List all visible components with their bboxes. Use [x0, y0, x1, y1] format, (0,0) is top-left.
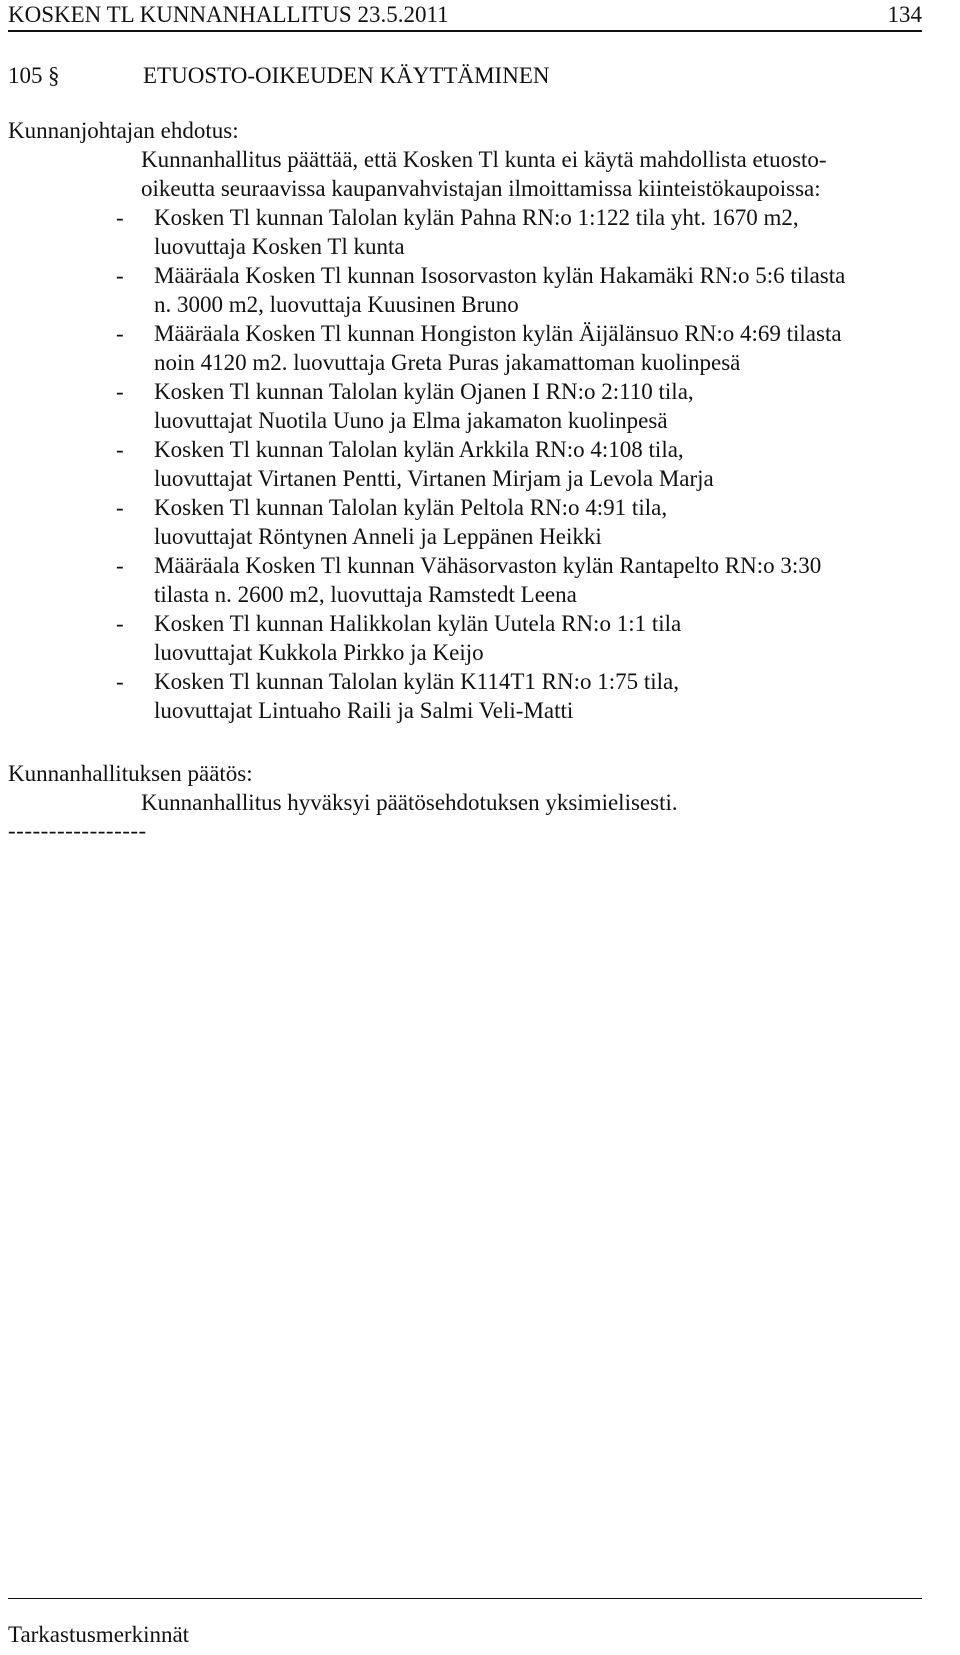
list-item-line: luovuttajat Nuotila Uuno ja Elma jakamaton kuolinpesä: [154, 408, 668, 433]
footer-rule: [8, 1598, 922, 1599]
list-item-line: luovuttajat Kukkola Pirkko ja Keijo: [154, 640, 484, 665]
list-item: [116, 493, 906, 551]
list-item-line: Määräala Kosken Tl kunnan Vähäsorvaston kylän Rantapelto RN:o 3:30: [154, 553, 822, 578]
header-title: KOSKEN TL KUNNANHALLITUS 23.5.2011: [8, 2, 449, 27]
list-item-line: Kosken Tl kunnan Talolan kylän Peltola RN:o 4:91 tila,: [154, 495, 668, 520]
list-dash: -: [116, 495, 124, 520]
list-item-line: noin 4120 m2. luovuttaja Greta Puras jakamattoman kuolinpesä: [154, 350, 741, 375]
proposal-label: Kunnanjohtajan ehdotus:: [8, 118, 239, 143]
list-item: [116, 435, 906, 493]
list-item: [116, 667, 906, 725]
list-item-line: Määräala Kosken Tl kunnan Hongiston kylän Äijälänsuo RN:o 4:69 tilasta: [154, 321, 842, 346]
list-item-line: tilasta n. 2600 m2, luovuttaja Ramstedt Leena: [154, 582, 577, 607]
list-item-line: luovuttajat Virtanen Pentti, Virtanen Mirjam ja Levola Marja: [154, 466, 714, 491]
list-item-line: luovuttajat Röntynen Anneli ja Leppänen Heikki: [154, 524, 602, 549]
list-item: [116, 551, 906, 609]
list-item: [116, 609, 906, 667]
list-dash: -: [116, 379, 124, 404]
list-item-line: Määräala Kosken Tl kunnan Isosorvaston kylän Hakamäki RN:o 5:6 tilasta: [154, 263, 846, 288]
section-heading: [8, 61, 550, 90]
section-number: 105: [8, 63, 43, 88]
list-dash: -: [116, 321, 124, 346]
list-dash: -: [116, 553, 124, 578]
list-dash: -: [116, 205, 124, 230]
page-header: [8, 0, 922, 32]
proposal-intro-line: oikeutta seuraavissa kaupanvahvistajan ilmoittamissa kiinteistökaupoissa:: [141, 176, 821, 201]
list-item: [116, 203, 906, 261]
list-item-line: Kosken Tl kunnan Talolan kylän Ojanen I RN:o 2:110 tila,: [154, 379, 694, 404]
page-number: 134: [887, 2, 922, 27]
list-dash: -: [116, 669, 124, 694]
footer-label: Tarkastusmerkinnät: [8, 1622, 190, 1647]
decision-label: Kunnanhallituksen päätös:: [8, 761, 253, 786]
list-dash: -: [116, 263, 124, 288]
section-sign: §: [48, 63, 60, 88]
list-dash: -: [116, 611, 124, 636]
list-item-line: n. 3000 m2, luovuttaja Kuusinen Bruno: [154, 292, 519, 317]
list-item-line: Kosken Tl kunnan Halikkolan kylän Uutela RN:o 1:1 tila: [154, 611, 682, 636]
decision-text: Kunnanhallitus hyväksyi päätösehdotuksen yksimielisesti.: [141, 790, 678, 815]
list-item: [116, 319, 906, 377]
list-item-line: Kosken Tl kunnan Talolan kylän K114T1 RN:o 1:75 tila,: [154, 669, 679, 694]
list-item-line: luovuttajat Lintuaho Raili ja Salmi Veli-Matti: [154, 698, 574, 723]
list-item-line: luovuttaja Kosken Tl kunta: [154, 234, 405, 259]
property-list: [116, 203, 906, 725]
dash-divider: -----------------: [8, 818, 147, 843]
section-title: ETUOSTO-OIKEUDEN KÄYTTÄMINEN: [143, 63, 550, 88]
list-item: [116, 261, 906, 319]
proposal-intro-line: Kunnanhallitus päättää, että Kosken Tl kunta ei käytä mahdollista etuosto-: [141, 147, 827, 172]
proposal-intro: [141, 145, 901, 203]
list-item-line: Kosken Tl kunnan Talolan kylän Pahna RN:o 1:122 tila yht. 1670 m2,: [154, 205, 799, 230]
list-item-line: Kosken Tl kunnan Talolan kylän Arkkila RN:o 4:108 tila,: [154, 437, 684, 462]
list-dash: -: [116, 437, 124, 462]
list-item: [116, 377, 906, 435]
